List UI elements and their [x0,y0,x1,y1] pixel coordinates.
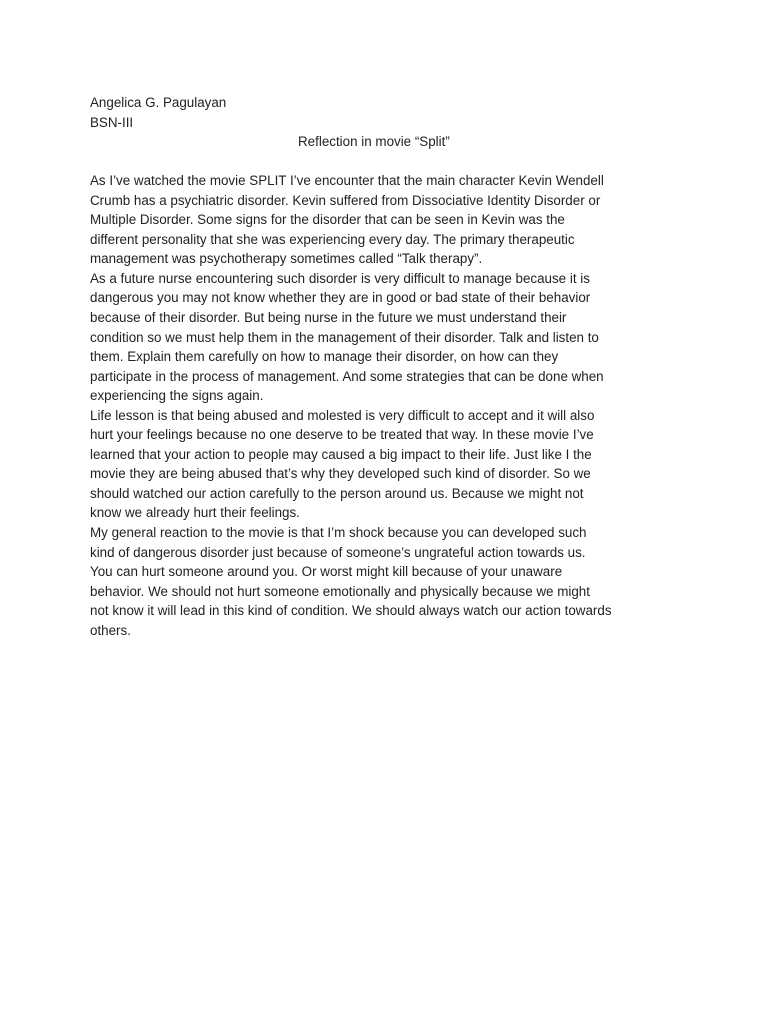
paragraph-3 [90,406,690,523]
blank-line [90,152,690,172]
text-line: Multiple Disorder. Some signs for the disorder that can be seen in Kevin was the [90,212,565,228]
text-line: others. [90,622,131,638]
text-line: condition so we must help them in the management of their disorder. Talk and listen to [90,329,599,345]
text-line: As a future nurse encountering such disorder is very difficult to manage because it is [90,270,590,286]
text-line: them. Explain them carefully on how to manage their disorder, on how can they [90,349,559,365]
text-line: kind of dangerous disorder just because of someone’s ungrateful action towards us. [90,544,586,560]
text-line: dangerous you may not know whether they are in good or bad state of their behavior [90,290,591,306]
document-title: Reflection in movie “Split” [298,134,450,150]
text-line: experiencing the signs again. [90,388,264,404]
text-line: behavior. We should not hurt someone emotionally and physically because we might [90,583,590,599]
text-line: management was psychotherapy sometimes called “Talk therapy”. [90,251,483,267]
paragraph-2 [90,269,690,406]
text-line: hurt your feelings because no one deserve to be treated that way. In these movie I’ve [90,427,594,443]
text-line: because of their disorder. But being nurse in the future we must understand their [90,310,567,326]
text-line: My general reaction to the movie is that I’m shock because you can developed such [90,525,587,541]
text-line: should watched our action carefully to the person around us. Because we might not [90,485,584,501]
paragraph-4 [90,523,690,640]
author-name: Angelica G. Pagulayan [90,95,227,110]
text-line: movie they are being abused that’s why they developed such kind of disorder. So we [90,466,591,482]
text-line: not know it will lead in this kind of condition. We should always watch our action towards [90,603,612,619]
text-line: participate in the process of management. And some strategies that can be done when [90,368,604,384]
paragraph-1 [90,171,690,269]
text-line: different personality that she was experiencing every day. The primary therapeutic [90,231,575,247]
text-line: Crumb has a psychiatric disorder. Kevin suffered from Dissociative Identity Disorder or [90,192,601,208]
text-line: know we already hurt their feelings. [90,505,300,521]
text-line: Life lesson is that being abused and molested is very difficult to accept and it will also [90,407,595,423]
text-line: As I’ve watched the movie SPLIT I’ve encounter that the main character Kevin Wendell [90,173,604,189]
document-body [90,93,690,640]
text-line: learned that your action to people may caused a big impact to their life. Just like I the [90,446,592,462]
course-label: BSN-III [90,114,134,130]
text-line: You can hurt someone around you. Or worst might kill because of your unaware [90,564,563,580]
